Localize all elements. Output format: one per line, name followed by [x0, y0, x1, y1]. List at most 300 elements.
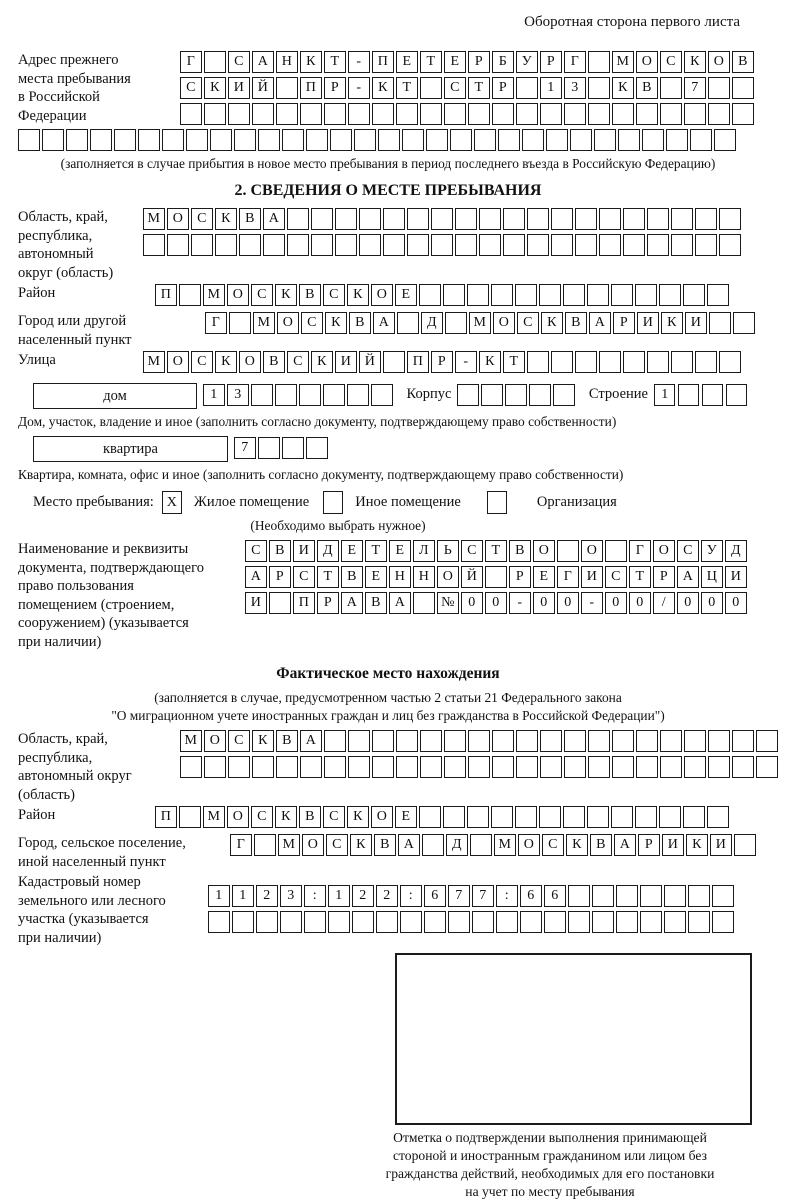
- char-cell[interactable]: И: [335, 351, 357, 373]
- char-cell[interactable]: [515, 806, 537, 828]
- char-cell[interactable]: [444, 756, 466, 778]
- char-cell[interactable]: Е: [444, 51, 466, 73]
- char-cell[interactable]: [275, 384, 297, 406]
- char-cell[interactable]: [551, 234, 573, 256]
- char-cell[interactable]: [516, 730, 538, 752]
- char-cell[interactable]: [457, 384, 479, 406]
- char-cell[interactable]: [527, 208, 549, 230]
- char-cell[interactable]: [660, 756, 682, 778]
- char-cell[interactable]: [383, 234, 405, 256]
- char-cell[interactable]: В: [565, 312, 587, 334]
- char-cell[interactable]: С: [517, 312, 539, 334]
- char-cell[interactable]: В: [276, 730, 298, 752]
- char-cell[interactable]: К: [479, 351, 501, 373]
- char-cell[interactable]: О: [371, 806, 393, 828]
- char-cell[interactable]: [282, 129, 304, 151]
- char-cell[interactable]: [18, 129, 40, 151]
- char-cell[interactable]: [496, 911, 518, 933]
- char-cell[interactable]: [280, 911, 302, 933]
- char-cell[interactable]: [485, 566, 507, 588]
- char-cell[interactable]: [522, 129, 544, 151]
- char-cell[interactable]: В: [636, 77, 658, 99]
- char-cell[interactable]: [575, 208, 597, 230]
- char-cell[interactable]: А: [389, 592, 411, 614]
- char-cell[interactable]: [42, 129, 64, 151]
- char-cell[interactable]: [592, 885, 614, 907]
- char-cell[interactable]: А: [245, 566, 267, 588]
- char-cell[interactable]: [311, 208, 333, 230]
- char-cell[interactable]: П: [407, 351, 429, 373]
- char-cell[interactable]: [254, 834, 276, 856]
- char-cell[interactable]: [708, 730, 730, 752]
- char-cell[interactable]: О: [167, 208, 189, 230]
- char-cell[interactable]: [304, 911, 326, 933]
- char-cell[interactable]: Н: [389, 566, 411, 588]
- char-cell[interactable]: 6: [544, 885, 566, 907]
- char-cell[interactable]: [557, 540, 579, 562]
- char-cell[interactable]: Р: [492, 77, 514, 99]
- char-cell[interactable]: [587, 284, 609, 306]
- char-cell[interactable]: [605, 540, 627, 562]
- char-cell[interactable]: [588, 756, 610, 778]
- char-cell[interactable]: Й: [359, 351, 381, 373]
- char-cell[interactable]: И: [662, 834, 684, 856]
- char-cell[interactable]: 2: [256, 885, 278, 907]
- char-cell[interactable]: -: [509, 592, 531, 614]
- char-cell[interactable]: 2: [352, 885, 374, 907]
- char-cell[interactable]: [588, 51, 610, 73]
- char-cell[interactable]: [623, 208, 645, 230]
- char-cell[interactable]: [588, 77, 610, 99]
- char-cell[interactable]: С: [191, 208, 213, 230]
- char-cell[interactable]: [352, 911, 374, 933]
- char-cell[interactable]: [564, 730, 586, 752]
- char-cell[interactable]: [228, 756, 250, 778]
- char-cell[interactable]: [756, 756, 778, 778]
- char-cell[interactable]: [660, 730, 682, 752]
- char-cell[interactable]: [564, 756, 586, 778]
- char-cell[interactable]: О: [708, 51, 730, 73]
- char-cell[interactable]: 6: [520, 885, 542, 907]
- char-cell[interactable]: [635, 284, 657, 306]
- char-cell[interactable]: [599, 351, 621, 373]
- char-cell[interactable]: С: [301, 312, 323, 334]
- char-cell[interactable]: [635, 806, 657, 828]
- char-cell[interactable]: С: [660, 51, 682, 73]
- char-cell[interactable]: М: [494, 834, 516, 856]
- char-cell[interactable]: Л: [413, 540, 435, 562]
- char-cell[interactable]: П: [293, 592, 315, 614]
- char-cell[interactable]: [690, 129, 712, 151]
- char-cell[interactable]: [588, 730, 610, 752]
- char-cell[interactable]: [468, 103, 490, 125]
- char-cell[interactable]: [258, 437, 280, 459]
- char-cell[interactable]: [599, 234, 621, 256]
- char-cell[interactable]: 0: [629, 592, 651, 614]
- char-cell[interactable]: А: [263, 208, 285, 230]
- char-cell[interactable]: [575, 234, 597, 256]
- char-cell[interactable]: [402, 129, 424, 151]
- char-cell[interactable]: 0: [557, 592, 579, 614]
- char-cell[interactable]: [594, 129, 616, 151]
- char-cell[interactable]: [114, 129, 136, 151]
- char-cell[interactable]: [563, 806, 585, 828]
- char-cell[interactable]: Г: [564, 51, 586, 73]
- char-cell[interactable]: Т: [420, 51, 442, 73]
- char-cell[interactable]: [575, 351, 597, 373]
- char-cell[interactable]: М: [143, 208, 165, 230]
- char-cell[interactable]: [431, 234, 453, 256]
- char-cell[interactable]: С: [228, 51, 250, 73]
- char-cell[interactable]: У: [701, 540, 723, 562]
- char-cell[interactable]: -: [455, 351, 477, 373]
- char-cell[interactable]: [448, 911, 470, 933]
- char-cell[interactable]: П: [155, 806, 177, 828]
- char-cell[interactable]: 1: [328, 885, 350, 907]
- char-cell[interactable]: [443, 284, 465, 306]
- char-cell[interactable]: [66, 129, 88, 151]
- char-cell[interactable]: 7: [234, 437, 256, 459]
- char-cell[interactable]: [708, 103, 730, 125]
- char-cell[interactable]: [186, 129, 208, 151]
- char-cell[interactable]: [664, 885, 686, 907]
- char-cell[interactable]: Д: [725, 540, 747, 562]
- stay-type-checkbox-organization[interactable]: [487, 491, 507, 514]
- char-cell[interactable]: К: [350, 834, 372, 856]
- char-cell[interactable]: [138, 129, 160, 151]
- char-cell[interactable]: [640, 885, 662, 907]
- char-cell[interactable]: У: [516, 51, 538, 73]
- char-cell[interactable]: 7: [472, 885, 494, 907]
- char-cell[interactable]: [335, 234, 357, 256]
- char-cell[interactable]: К: [300, 51, 322, 73]
- char-cell[interactable]: [756, 730, 778, 752]
- char-cell[interactable]: Н: [413, 566, 435, 588]
- char-cell[interactable]: [372, 730, 394, 752]
- char-cell[interactable]: В: [269, 540, 291, 562]
- char-cell[interactable]: [708, 756, 730, 778]
- char-cell[interactable]: Р: [324, 77, 346, 99]
- char-cell[interactable]: [640, 911, 662, 933]
- char-cell[interactable]: С: [323, 806, 345, 828]
- char-cell[interactable]: [683, 284, 705, 306]
- char-cell[interactable]: [258, 129, 280, 151]
- char-cell[interactable]: [467, 806, 489, 828]
- char-cell[interactable]: [431, 208, 453, 230]
- char-cell[interactable]: [612, 756, 634, 778]
- char-cell[interactable]: [215, 234, 237, 256]
- char-cell[interactable]: Р: [468, 51, 490, 73]
- char-cell[interactable]: [420, 730, 442, 752]
- char-cell[interactable]: [612, 103, 634, 125]
- char-cell[interactable]: -: [348, 51, 370, 73]
- char-cell[interactable]: Д: [446, 834, 468, 856]
- char-cell[interactable]: [300, 103, 322, 125]
- char-cell[interactable]: Ь: [437, 540, 459, 562]
- char-cell[interactable]: [623, 351, 645, 373]
- char-cell[interactable]: В: [509, 540, 531, 562]
- char-cell[interactable]: [348, 730, 370, 752]
- char-cell[interactable]: [372, 756, 394, 778]
- char-cell[interactable]: П: [155, 284, 177, 306]
- char-cell[interactable]: [734, 834, 756, 856]
- char-cell[interactable]: М: [278, 834, 300, 856]
- char-cell[interactable]: И: [637, 312, 659, 334]
- char-cell[interactable]: [180, 103, 202, 125]
- char-cell[interactable]: [479, 234, 501, 256]
- char-cell[interactable]: [191, 234, 213, 256]
- char-cell[interactable]: 3: [564, 77, 586, 99]
- char-cell[interactable]: [564, 103, 586, 125]
- char-cell[interactable]: [413, 592, 435, 614]
- char-cell[interactable]: К: [325, 312, 347, 334]
- char-cell[interactable]: [568, 911, 590, 933]
- char-cell[interactable]: :: [400, 885, 422, 907]
- char-cell[interactable]: [732, 756, 754, 778]
- char-cell[interactable]: М: [203, 806, 225, 828]
- char-cell[interactable]: [443, 806, 465, 828]
- char-cell[interactable]: [568, 885, 590, 907]
- char-cell[interactable]: О: [518, 834, 540, 856]
- char-cell[interactable]: [529, 384, 551, 406]
- char-cell[interactable]: [708, 77, 730, 99]
- char-cell[interactable]: [359, 208, 381, 230]
- char-cell[interactable]: [588, 103, 610, 125]
- char-cell[interactable]: [180, 756, 202, 778]
- char-cell[interactable]: [299, 384, 321, 406]
- char-cell[interactable]: [143, 234, 165, 256]
- char-cell[interactable]: [684, 103, 706, 125]
- char-cell[interactable]: [516, 77, 538, 99]
- char-cell[interactable]: П: [372, 51, 394, 73]
- char-cell[interactable]: [444, 103, 466, 125]
- char-cell[interactable]: [544, 911, 566, 933]
- stay-type-checkbox-residential[interactable]: X: [162, 491, 182, 514]
- char-cell[interactable]: В: [365, 592, 387, 614]
- char-cell[interactable]: С: [180, 77, 202, 99]
- char-cell[interactable]: [636, 103, 658, 125]
- char-cell[interactable]: 6: [424, 885, 446, 907]
- char-cell[interactable]: В: [341, 566, 363, 588]
- char-cell[interactable]: К: [311, 351, 333, 373]
- char-cell[interactable]: С: [245, 540, 267, 562]
- char-cell[interactable]: [306, 437, 328, 459]
- char-cell[interactable]: Е: [365, 566, 387, 588]
- char-cell[interactable]: [229, 312, 251, 334]
- char-cell[interactable]: [491, 284, 513, 306]
- char-cell[interactable]: 1: [654, 384, 676, 406]
- char-cell[interactable]: 0: [725, 592, 747, 614]
- char-cell[interactable]: К: [684, 51, 706, 73]
- char-cell[interactable]: И: [293, 540, 315, 562]
- char-cell[interactable]: [276, 77, 298, 99]
- char-cell[interactable]: О: [653, 540, 675, 562]
- char-cell[interactable]: [503, 208, 525, 230]
- char-cell[interactable]: [660, 103, 682, 125]
- char-cell[interactable]: [709, 312, 731, 334]
- char-cell[interactable]: :: [496, 885, 518, 907]
- char-cell[interactable]: [263, 234, 285, 256]
- char-cell[interactable]: [642, 129, 664, 151]
- char-cell[interactable]: М: [143, 351, 165, 373]
- char-cell[interactable]: [505, 384, 527, 406]
- char-cell[interactable]: Г: [230, 834, 252, 856]
- char-cell[interactable]: [376, 911, 398, 933]
- char-cell[interactable]: [563, 284, 585, 306]
- char-cell[interactable]: А: [341, 592, 363, 614]
- char-cell[interactable]: Е: [341, 540, 363, 562]
- char-cell[interactable]: О: [533, 540, 555, 562]
- char-cell[interactable]: [400, 911, 422, 933]
- char-cell[interactable]: [330, 129, 352, 151]
- char-cell[interactable]: Р: [613, 312, 635, 334]
- char-cell[interactable]: С: [191, 351, 213, 373]
- char-cell[interactable]: В: [590, 834, 612, 856]
- char-cell[interactable]: [335, 208, 357, 230]
- char-cell[interactable]: [612, 730, 634, 752]
- char-cell[interactable]: [611, 806, 633, 828]
- char-cell[interactable]: О: [437, 566, 459, 588]
- char-cell[interactable]: А: [614, 834, 636, 856]
- char-cell[interactable]: [684, 756, 706, 778]
- char-cell[interactable]: 0: [461, 592, 483, 614]
- char-cell[interactable]: 7: [684, 77, 706, 99]
- char-cell[interactable]: [616, 885, 638, 907]
- char-cell[interactable]: [666, 129, 688, 151]
- char-cell[interactable]: [204, 51, 226, 73]
- char-cell[interactable]: Т: [503, 351, 525, 373]
- char-cell[interactable]: [695, 208, 717, 230]
- char-cell[interactable]: [90, 129, 112, 151]
- char-cell[interactable]: [397, 312, 419, 334]
- char-cell[interactable]: С: [228, 730, 250, 752]
- char-cell[interactable]: [540, 103, 562, 125]
- char-cell[interactable]: Г: [557, 566, 579, 588]
- char-cell[interactable]: [570, 129, 592, 151]
- char-cell[interactable]: /: [653, 592, 675, 614]
- char-cell[interactable]: В: [239, 208, 261, 230]
- char-cell[interactable]: [424, 911, 446, 933]
- char-cell[interactable]: О: [239, 351, 261, 373]
- char-cell[interactable]: [444, 730, 466, 752]
- char-cell[interactable]: [300, 756, 322, 778]
- char-cell[interactable]: В: [263, 351, 285, 373]
- char-cell[interactable]: [269, 592, 291, 614]
- char-cell[interactable]: [179, 806, 201, 828]
- char-cell[interactable]: 3: [280, 885, 302, 907]
- char-cell[interactable]: [479, 208, 501, 230]
- char-cell[interactable]: [527, 234, 549, 256]
- char-cell[interactable]: [503, 234, 525, 256]
- char-cell[interactable]: 1: [203, 384, 225, 406]
- char-cell[interactable]: Т: [365, 540, 387, 562]
- char-cell[interactable]: [371, 384, 393, 406]
- char-cell[interactable]: О: [493, 312, 515, 334]
- char-cell[interactable]: К: [347, 806, 369, 828]
- char-cell[interactable]: 1: [208, 885, 230, 907]
- char-cell[interactable]: А: [589, 312, 611, 334]
- char-cell[interactable]: С: [326, 834, 348, 856]
- char-cell[interactable]: [276, 756, 298, 778]
- char-cell[interactable]: [618, 129, 640, 151]
- char-cell[interactable]: [251, 384, 273, 406]
- char-cell[interactable]: М: [469, 312, 491, 334]
- char-cell[interactable]: Г: [629, 540, 651, 562]
- char-cell[interactable]: [276, 103, 298, 125]
- char-cell[interactable]: Р: [431, 351, 453, 373]
- char-cell[interactable]: А: [300, 730, 322, 752]
- char-cell[interactable]: [683, 806, 705, 828]
- char-cell[interactable]: К: [686, 834, 708, 856]
- char-cell[interactable]: [252, 103, 274, 125]
- char-cell[interactable]: [422, 834, 444, 856]
- char-cell[interactable]: [472, 911, 494, 933]
- char-cell[interactable]: [659, 284, 681, 306]
- char-cell[interactable]: К: [215, 208, 237, 230]
- char-cell[interactable]: [636, 730, 658, 752]
- char-cell[interactable]: [162, 129, 184, 151]
- char-cell[interactable]: [324, 730, 346, 752]
- char-cell[interactable]: [540, 756, 562, 778]
- char-cell[interactable]: [210, 129, 232, 151]
- char-cell[interactable]: [516, 756, 538, 778]
- char-cell[interactable]: [712, 911, 734, 933]
- char-cell[interactable]: [492, 756, 514, 778]
- char-cell[interactable]: [287, 208, 309, 230]
- char-cell[interactable]: И: [245, 592, 267, 614]
- char-cell[interactable]: Т: [468, 77, 490, 99]
- char-cell[interactable]: [719, 208, 741, 230]
- char-cell[interactable]: [347, 384, 369, 406]
- char-cell[interactable]: [378, 129, 400, 151]
- char-cell[interactable]: Е: [395, 806, 417, 828]
- char-cell[interactable]: 2: [376, 885, 398, 907]
- char-cell[interactable]: М: [612, 51, 634, 73]
- char-cell[interactable]: [688, 885, 710, 907]
- char-cell[interactable]: С: [251, 284, 273, 306]
- char-cell[interactable]: [515, 284, 537, 306]
- char-cell[interactable]: [647, 351, 669, 373]
- char-cell[interactable]: О: [277, 312, 299, 334]
- char-cell[interactable]: [520, 911, 542, 933]
- char-cell[interactable]: [671, 351, 693, 373]
- stay-type-checkbox-other[interactable]: [323, 491, 343, 514]
- char-cell[interactable]: К: [347, 284, 369, 306]
- char-cell[interactable]: [492, 103, 514, 125]
- char-cell[interactable]: [664, 911, 686, 933]
- char-cell[interactable]: С: [251, 806, 273, 828]
- char-cell[interactable]: К: [612, 77, 634, 99]
- char-cell[interactable]: [616, 911, 638, 933]
- char-cell[interactable]: 0: [485, 592, 507, 614]
- char-cell[interactable]: О: [227, 284, 249, 306]
- char-cell[interactable]: [491, 806, 513, 828]
- char-cell[interactable]: [455, 234, 477, 256]
- char-cell[interactable]: Г: [205, 312, 227, 334]
- char-cell[interactable]: [678, 384, 700, 406]
- char-cell[interactable]: [256, 911, 278, 933]
- char-cell[interactable]: И: [710, 834, 732, 856]
- char-cell[interactable]: Р: [638, 834, 660, 856]
- char-cell[interactable]: [420, 77, 442, 99]
- char-cell[interactable]: [647, 208, 669, 230]
- char-cell[interactable]: [419, 806, 441, 828]
- char-cell[interactable]: [553, 384, 575, 406]
- char-cell[interactable]: [396, 756, 418, 778]
- char-cell[interactable]: 0: [533, 592, 555, 614]
- char-cell[interactable]: [204, 756, 226, 778]
- char-cell[interactable]: Р: [317, 592, 339, 614]
